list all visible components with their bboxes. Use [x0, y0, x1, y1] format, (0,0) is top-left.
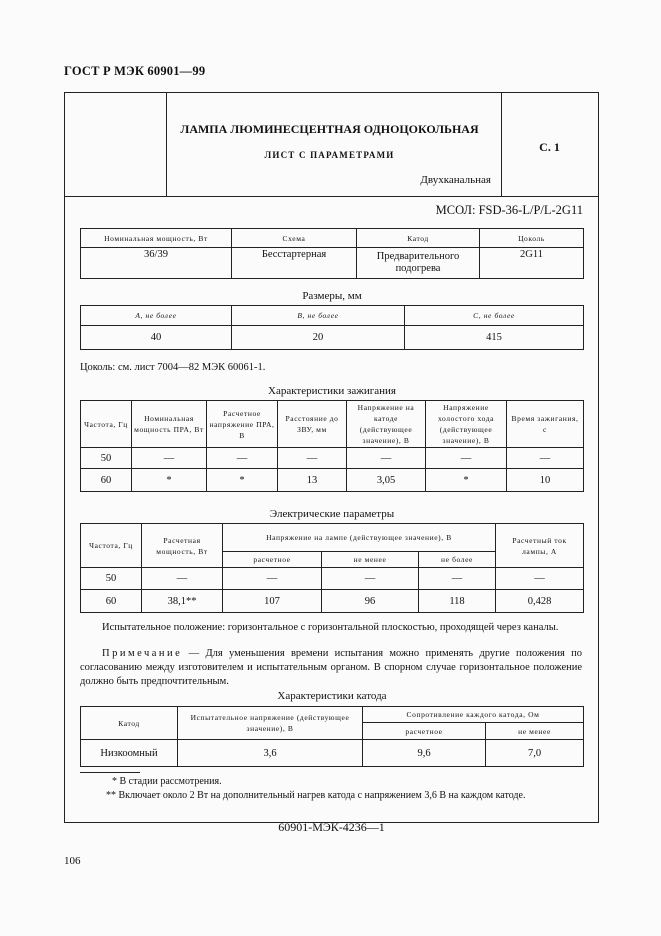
electrical-cell: 107 [223, 590, 322, 613]
dimension-header-c: C, не более [405, 306, 584, 326]
ignition-header-ballast-voltage: Расчетное напряжение ПРА, В [207, 401, 278, 448]
cathode-subheader-rated: расчетное [363, 723, 486, 740]
ignition-cell: — [132, 448, 207, 469]
base-reference: Цоколь: см. лист 7004—82 МЭК 60061-1. [80, 362, 266, 373]
electrical-cell: — [419, 568, 496, 590]
dimension-value-c: 415 [405, 326, 584, 350]
page-number: 106 [64, 855, 81, 867]
ignition-cell: 3,05 [347, 469, 426, 492]
footnote-2: ** Включает около 2 Вт на дополнительный нагрев катода с напряжением 3,6 В на каждом катоде. [106, 790, 526, 801]
ignition-cell: — [507, 448, 584, 469]
note-paragraph [80, 647, 582, 689]
footnote-1: * В стадии рассмотрения. [112, 776, 222, 787]
sheet-title: ЛАМПА ЛЮМИНЕСЦЕНТНАЯ ОДНОЦОКОЛЬНАЯ [180, 122, 479, 136]
note-text: — Для уменьшения времени испытания можно применять другие положения по согласованию между изготовителем и испытательным органом. В спорном случае горизонтальное положение должно быть предпочтительным. [80, 648, 582, 687]
cathode-header-type: Катод [81, 707, 178, 740]
electrical-subheader-rated: расчетное [223, 552, 322, 568]
lamp-subtype: Двухканальная [420, 174, 491, 186]
footnote-rule [80, 772, 140, 773]
dimension-header-b: B, не более [232, 306, 405, 326]
ignition-cell: — [347, 448, 426, 469]
cathode-table [80, 706, 584, 767]
main-value-cathode: Предварительного подогрева [357, 248, 480, 279]
electrical-cell: — [142, 568, 223, 590]
cathode-cell: 3,6 [178, 740, 363, 767]
electrical-subheader-min: не менее [322, 552, 419, 568]
electrical-cell: — [223, 568, 322, 590]
electrical-caption: Электрические параметры [269, 508, 395, 520]
dimensions-table [80, 305, 584, 350]
cathode-subheader-min: не менее [486, 723, 584, 740]
ignition-cell: * [426, 469, 507, 492]
test-position-text: Испытательное положение: горизонтальное с горизонтальной плоскостью, проходящей через каналы. [102, 622, 559, 633]
electrical-header-power: Расчетная мощность, Вт [142, 524, 223, 568]
page-code: С. 1 [539, 140, 560, 154]
electrical-cell: 0,428 [496, 590, 584, 613]
electrical-cell: 118 [419, 590, 496, 613]
note-label: Примечание [102, 648, 183, 659]
ignition-cell: 10 [507, 469, 584, 492]
document-number: 60901-МЭК-4236—1 [278, 820, 385, 834]
frame-divider-horizontal [65, 196, 598, 197]
main-header-scheme: Схема [232, 229, 357, 248]
ignition-cell: — [278, 448, 347, 469]
electrical-cell: 50 [81, 568, 142, 590]
electrical-cell: 96 [322, 590, 419, 613]
ignition-cell: * [207, 469, 278, 492]
ignition-header-distance: Расстояние до ЗВУ, мм [278, 401, 347, 448]
electrical-cell: 38,1** [142, 590, 223, 613]
electrical-header-voltage: Напряжение на лампе (действующее значение), В [223, 524, 496, 552]
ignition-cell: — [426, 448, 507, 469]
electrical-table [80, 523, 584, 613]
ignition-header-frequency: Частота, Гц [81, 401, 132, 448]
main-header-power: Номинальная мощность, Вт [81, 229, 232, 248]
ignition-table [80, 400, 584, 492]
cathode-cell: Низкоомный [81, 740, 178, 767]
sheet-subtitle: ЛИСТ С ПАРАМЕТРАМИ [264, 150, 395, 160]
main-header-cathode: Катод [357, 229, 480, 248]
electrical-cell: 60 [81, 590, 142, 613]
cathode-header-resistance: Сопротивление каждого катода, Ом [363, 707, 584, 723]
lamp-designation: МСОЛ: FSD-36-L/P/L-2G11 [435, 203, 583, 217]
main-value-power: 36/39 [81, 248, 232, 279]
main-parameters-table [80, 228, 584, 279]
dimension-value-b: 20 [232, 326, 405, 350]
ignition-cell: 50 [81, 448, 132, 469]
dimensions-caption: Размеры, мм [302, 290, 362, 302]
ignition-header-open-circuit-voltage: Напряжение холостого хода (действующее значение), В [426, 401, 507, 448]
ignition-cell: * [132, 469, 207, 492]
cathode-header-test-voltage: Испытательное напряжение (действующее значение), В [178, 707, 363, 740]
cathode-cell: 9,6 [363, 740, 486, 767]
electrical-header-frequency: Частота, Гц [81, 524, 142, 568]
standard-number: ГОСТ Р МЭК 60901—99 [64, 64, 206, 78]
cathode-cell: 7,0 [486, 740, 584, 767]
ignition-cell: 60 [81, 469, 132, 492]
electrical-cell: — [496, 568, 584, 590]
dimension-value-a: 40 [81, 326, 232, 350]
ignition-header-time: Время зажигания, с [507, 401, 584, 448]
ignition-caption: Характеристики зажигания [268, 385, 396, 397]
main-value-base: 2G11 [480, 248, 584, 279]
dimension-header-a: A, не более [81, 306, 232, 326]
electrical-cell: — [322, 568, 419, 590]
electrical-header-current: Расчетный ток лампы, А [496, 524, 584, 568]
ignition-header-cathode-voltage: Напряжение на катоде (действующее значение), В [347, 401, 426, 448]
ignition-header-ballast-power: Номинальная мощность ПРА, Вт [132, 401, 207, 448]
main-header-base: Цоколь [480, 229, 584, 248]
ignition-cell: — [207, 448, 278, 469]
ignition-cell: 13 [278, 469, 347, 492]
electrical-subheader-max: не более [419, 552, 496, 568]
main-value-scheme: Бесстартерная [232, 248, 357, 279]
cathode-caption: Характеристики катода [277, 690, 387, 702]
